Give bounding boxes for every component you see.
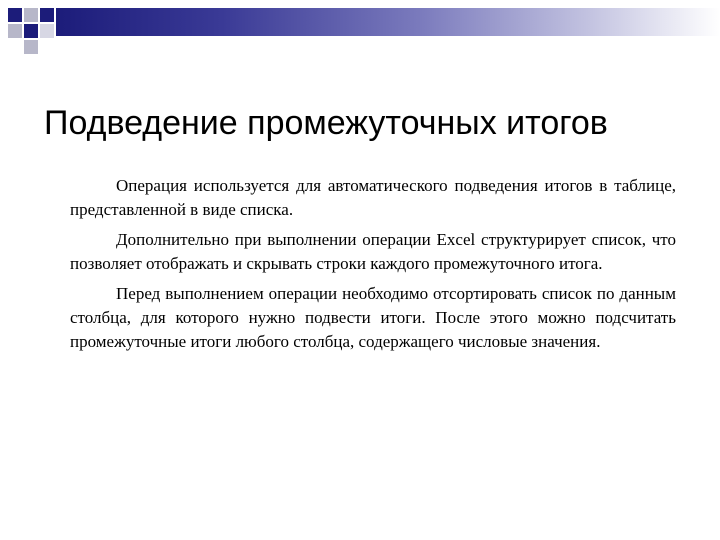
- decor-square-navy: [8, 8, 22, 22]
- paragraph-3: Перед выполнением операции необходимо отсортировать список по данным столбца, для которого нужно подвести итоги. После этого можно подсчитать промежуточные итоги любого столбца, содержащего числовые значения.: [70, 284, 676, 351]
- decor-square-gray: [24, 40, 38, 54]
- decor-square-navy: [40, 8, 54, 22]
- header-gradient-band: [56, 8, 720, 36]
- decor-square-light: [40, 24, 54, 38]
- decor-square-gray: [24, 8, 38, 22]
- paragraph-2: Дополнительно при выполнении операции Excel структурирует список, что позволяет отображать и скрывать строки каждого промежуточного итога.: [70, 230, 676, 273]
- slide-body: [70, 174, 676, 360]
- decor-square-gray: [8, 24, 22, 38]
- decor-square-navy: [24, 24, 38, 38]
- page-title: Подведение промежуточных итогов: [44, 103, 608, 142]
- paragraph-1: Операция используется для автоматического подведения итогов в таблице, представленной в виде списка.: [70, 176, 676, 219]
